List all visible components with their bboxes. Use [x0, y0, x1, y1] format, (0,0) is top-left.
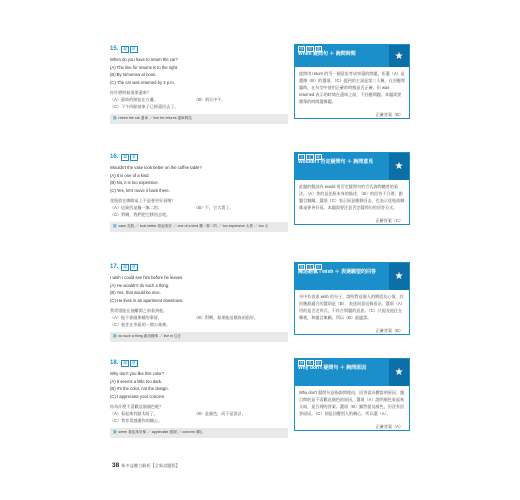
- tip-answer: 正確答案（A）: [375, 424, 403, 429]
- star-icon: ★: [389, 45, 409, 67]
- question-prompt: When do you have to return the car?: [110, 57, 178, 62]
- vocab-tag: 詞: [113, 224, 117, 228]
- zh-option-b: （B）是顏色，而不是設計。: [194, 411, 246, 416]
- question-tag: 單: [131, 264, 136, 269]
- tip-box: [294, 152, 410, 225]
- vocab-tag: 詞: [113, 334, 117, 338]
- tip-box: [294, 358, 410, 431]
- vocab-tag: 詞: [113, 116, 117, 120]
- option-c: (C) Yes, let's move it back there.: [110, 187, 170, 193]
- tip-title: Why don't 疑問句 ＋ 詢問原因: [298, 365, 367, 371]
- question-prompt: Why don't you like this color?: [110, 371, 165, 376]
- question-number: 15.: [110, 46, 119, 52]
- tip-body: 提問用 return 的另一個意思考成車還的問題，拒選（A）是選擇（B）的選項。（C）提到的主詞是第三人稱，在回應問題時，在句型中使用正確的時態是否正確。但 was returned 表示的時間在還車之前，不回應問題。本題需要簡單的時間選擇題。: [299, 71, 405, 104]
- zh-option-c: （C）下午四點前車子已經還回去了。: [110, 104, 179, 109]
- tip-title: 陳述語氣 I wish ＋ 表達願望的回答: [298, 269, 377, 275]
- tip-tag: 時: [300, 47, 304, 51]
- tip-tag: 陳: [300, 265, 304, 269]
- tip-body: 句中有表達 wish 的句子，說明對這個人的期望及心情，其回應最適合的選項是（B），表達同意這個看法。選項（A）用的是否定形式，不符合問題的意思。（C）只提及他住在哪裡，和題目無關，所以（B）最適當。: [299, 294, 405, 320]
- question-tag: 屬: [123, 46, 127, 51]
- question-tag: 單: [131, 154, 136, 159]
- tip-tag: 題: [316, 47, 320, 51]
- translation: 我希望能在他離開之前看到他。: [110, 308, 168, 313]
- tip-tag: 定: [308, 155, 312, 159]
- page: [110, 40, 410, 470]
- zh-option-c: （C）對啊，我們把它移回去吧。: [110, 212, 171, 217]
- question-number: 18.: [110, 360, 119, 366]
- tip-body: Why don't 疑問句意指詢問理由，回答需具體說明原因。題目問的是不喜歡此顏色的原因，選項（A）說明顏色看起來太暗，是合理的答案。選項（B）雖然提及顏色，但沒有回答原因。（C）則是回覆別人的關心，所以選（A）。: [299, 390, 405, 416]
- option-a: (A) It seems a little too dark.: [110, 378, 163, 384]
- option-a: (A) It is one of a kind.: [110, 172, 150, 178]
- vocab-box: [110, 114, 288, 124]
- vocab-text: vase 花瓶 ／ look better 看起來好 ／ one of a kind 獨一無二的 ／ too expensive 太貴 ／ too 太: [118, 224, 269, 228]
- tip-box: [294, 44, 410, 119]
- book-title: 新多益聽力解析【全新試題版】: [121, 462, 180, 468]
- question-tag: 屬: [123, 264, 127, 269]
- vocab-box: [110, 222, 288, 232]
- tip-header: [295, 359, 409, 386]
- vocab-tag: 詞: [113, 430, 117, 434]
- zh-option-c: （C）他住在市區的一間公寓裡。: [110, 322, 171, 327]
- question-18: [110, 358, 410, 470]
- tip-header: [295, 45, 409, 67]
- vocab-box: [110, 428, 288, 438]
- question-number: 17.: [110, 264, 119, 270]
- zh-option-a: （A）看起來有點太暗了。: [110, 411, 158, 416]
- option-b: (B) No, it is too expensive.: [110, 180, 159, 185]
- tip-tag: 疑: [316, 361, 320, 365]
- zh-option-a: （A）他不會做那樣的事情。: [110, 315, 162, 320]
- question-tag: 單: [131, 360, 136, 365]
- vocab-text: seem 看起來好像 ／ appreciate 感謝 ／ concern 關心: [118, 430, 204, 434]
- star-icon: ★: [389, 153, 409, 180]
- translation-options: [110, 410, 288, 417]
- tip-answer: 正確答案（B）: [375, 328, 403, 333]
- tip-tag: 句: [316, 265, 320, 269]
- translation-options: [110, 96, 288, 103]
- vocab-text: do such a thing 做這種事 ／ live in 住在: [118, 334, 182, 338]
- question-16: [110, 152, 410, 262]
- option-c: (C) The car was returned by 4 p.m.: [110, 79, 175, 85]
- star-icon: ★: [389, 359, 409, 386]
- option-c: (C) He lives in an apartment downtown.: [110, 297, 184, 303]
- zh-option-b: （B）不，它太貴了。: [194, 205, 234, 210]
- option-a: (A) He wouldn't do such a thing.: [110, 282, 170, 288]
- question-number: 16.: [110, 154, 119, 160]
- tip-tag: 述: [308, 265, 312, 269]
- translation-options: [110, 204, 288, 211]
- tip-body: 此題的動詞為 would 用否定疑問句的方式詢問聽者的看法，（A）答的是花瓶本身的描述，（B）的回答不合理，跟題目無關。選項（C）表示同意應移回去，也表示花瓶放咖啡桌會更好看。本題需要注意否定疑問句的回答方式。: [299, 184, 405, 210]
- tip-tag: 否: [300, 155, 304, 159]
- zh-option-a: （A）這東西是獨一無二的。: [110, 205, 162, 210]
- tip-tag: 間: [308, 47, 312, 51]
- tip-box: [294, 262, 410, 335]
- tip-title: When 疑問句 ＋ 詢問時間: [298, 51, 356, 57]
- tip-tag: 疑: [316, 155, 320, 159]
- option-b: (B) It's the color, not the design.: [110, 386, 169, 391]
- question-15: [110, 44, 410, 144]
- translation: 花瓶放在咖啡桌上不是會更好看嗎？: [110, 198, 176, 203]
- zh-option-b: （B）明天中午。: [194, 97, 226, 102]
- tip-answer: 正確答案（B）: [375, 112, 403, 117]
- tip-header: [295, 153, 409, 180]
- translation-options: [110, 314, 288, 321]
- question-17: [110, 262, 410, 366]
- tip-tag: 殊: [308, 361, 312, 365]
- page-footer: [112, 462, 180, 469]
- option-b: (B) Yes, that would be nice.: [110, 290, 161, 295]
- question-prompt: Wouldn't the vase look better on the coffee table?: [110, 165, 202, 170]
- vocab-box: [110, 332, 288, 342]
- zh-option-c: （C）我非常感謝你的關心。: [110, 418, 163, 423]
- tip-answer: 正確答案（C）: [375, 218, 403, 223]
- zh-option-a: （A）還車的隊伍在右邊。: [110, 97, 158, 102]
- question-tag: 屬: [123, 360, 127, 365]
- vocab-text: return the car 還車 ／ line for returns 還車隊伍: [118, 116, 192, 120]
- question-tag: 屬: [123, 154, 127, 159]
- translation: 你什麼時候需要還車？: [110, 90, 151, 95]
- question-prompt: I wish I could see him before he leaves.: [110, 275, 184, 280]
- tip-title: Wouldn't 否定疑問句 ＋ 詢問意見: [298, 159, 374, 165]
- page-number: 38: [112, 462, 120, 469]
- option-c: (C) I appreciate your concern.: [110, 393, 166, 399]
- question-tag: 單: [131, 46, 136, 51]
- zh-option-b: （B）對啊，如果能這樣真的很好。: [194, 315, 259, 320]
- tip-header: [295, 263, 409, 290]
- star-icon: ★: [389, 263, 409, 290]
- translation: 你為什麼不喜歡這個顏色呢？: [110, 404, 164, 409]
- tip-tag: 特: [300, 361, 304, 365]
- option-a: (A) The line for returns is to the right.: [110, 64, 179, 70]
- option-b: (B) By tomorrow at noon.: [110, 72, 157, 77]
